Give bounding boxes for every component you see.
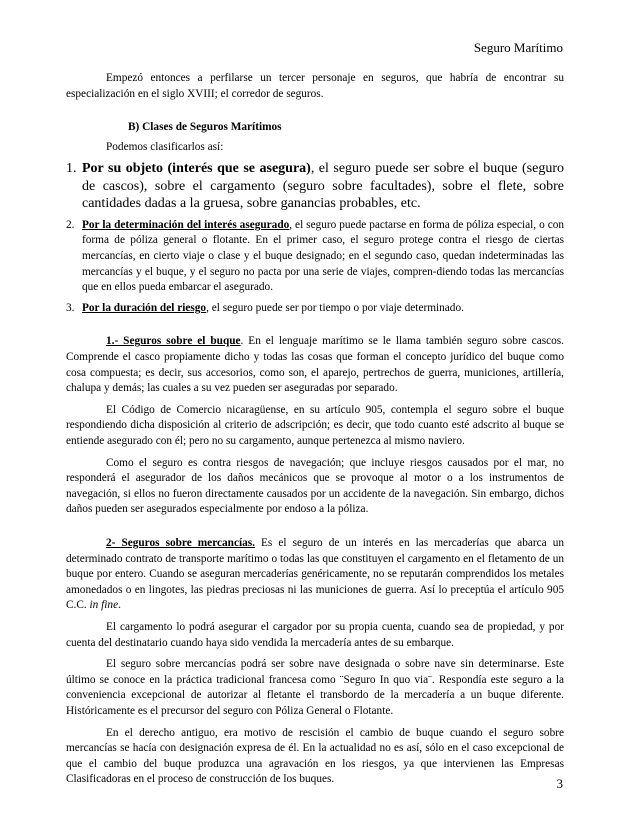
- intro-paragraph: Empezó entonces a perfilarse un tercer personaje en seguros, que habría de encontrar su especialización en el siglo XVIII; el corredor de seguros.: [66, 72, 564, 100]
- list-item: [66, 160, 564, 213]
- mercancias-paragraph-2: El cargamento lo podrá asegurar el cargador por su propia cuenta, cuando sea de propiedad, y por cuenta del destinatario cuando haya sido vendida la mercadería antes de su embarque.: [66, 620, 564, 649]
- list-item-title: Por su objeto (interés que se asegura): [82, 161, 311, 177]
- list-item-title: Por la determinación del interés asegurado: [82, 218, 290, 231]
- list-item-title: Por la duración del riesgo: [82, 301, 207, 314]
- mercancias-paragraph-3: El seguro sobre mercancías podrá ser sobre nave designada o sobre nave sin determinarse. Este último se conoce en la práctica tradicional francesa como ¨Seguro In quo via¨. Respondía este seguro a la conveniencia excepcional de autorizar al fletante el transbordo de la mercadería a un buque diferente. Históricamente es el precursor del seguro con Póliza General o Flotante.: [66, 658, 564, 717]
- list-item: [66, 301, 564, 317]
- classification-list: [66, 160, 564, 316]
- list-number: 2.: [66, 218, 75, 231]
- section-lead: Podemos clasificarlos así:: [106, 140, 224, 153]
- mercancias-heading: 2- Seguros sobre mercancías.: [106, 536, 255, 549]
- list-item-text: , el seguro puede ser por tiempo o por viaje determinado.: [206, 301, 464, 314]
- list-number: 1.: [66, 161, 77, 177]
- list-number: 3.: [66, 301, 75, 314]
- page-body: [66, 71, 564, 788]
- buque-paragraph-1: 1.- Seguros sobre el buque. En el lenguaje marítimo se le llama también seguro sobre cascos. Comprende el casco propiamente dicho y todas las cosas que forman el concepto jurídico del buque como cosa compuesta; es decir, sus accesorios, como son, el aparejo, pertrechos de guerra, municiones, artillería, chalupa y demás; las cuales a su vez pueden ser aseguradas por separado.: [66, 335, 564, 395]
- mercancias-paragraph-4: En el derecho antiguo, era motivo de rescisión el cambio de buque cuando el seguro sobre mercancías se hacía con designación expresa de él. En la actualidad no es así, sólo en el caso excepcional de que el cambio del buque produzca una agravación en los riesgos, ya que intervienen las Empresas Clasificadoras en el proceso de construcción de los buques.: [66, 726, 564, 786]
- section-heading: B) Clases de Seguros Marítimos: [128, 121, 282, 134]
- list-item-text: , el seguro puede pactarse en forma de póliza especial, o con forma de póliza general o flotante. En el primer caso, el seguro protege contra el riesgo de ciertas mercancías, en cierto viaje o clase y el buque designado; en el segundo caso, quedan indeterminadas las mercancías y el buque, y el seguro no pacta por una serie de viajes, compren-diendo todas las mercancías que en ellos pueda embarcar el asegurado.: [82, 218, 565, 294]
- buque-heading: 1.- Seguros sobre el buque: [106, 335, 241, 348]
- running-header: Seguro Marítimo: [473, 40, 563, 55]
- buque-paragraph-3: Como el seguro es contra riesgos de navegación; que incluye riesgos causados por el mar, no responderá el asegurador de los daños mecánicos que se provoque al motor o a los instrumentos de navegación, si ellos no fueron directamente causados por un accidente de la navegación. Sin embargo, dichos daños pueden ser asegurados especialmente por endoso a la póliza.: [66, 456, 564, 516]
- list-item-text: , el seguro puede ser sobre el buque (seguro de cascos), sobre el cargamento (seguro sobre facultades), sobre el flete, sobre cantidades dadas a la gruesa, sobre ganancias probables, etc.: [82, 161, 564, 212]
- mercancias-paragraph-1: 2- Seguros sobre mercancías. Es el seguro de un interés en las mercaderías que abarca un determinado contrato de transporte marítimo o todas las que constituyen el cargamento en el fletamento de un buque por entero. Cuando se aseguran mercaderías genéricamente, no se reputarán comprendidos los metales amonedados o en lingotes, las piedras preciosas ni las municiones de guerra. Así lo preceptúa el artículo 905 C.C. in fine.: [66, 536, 564, 612]
- page-number: 3: [556, 776, 563, 791]
- list-item: [66, 218, 564, 296]
- buque-paragraph-2: El Código de Comercio nicaragüense, en su artículo 905, contempla el seguro sobre el buque respondiendo dicha disposición al criterio de adscripción; es decir, que todo cuanto esté adscrito al buque se entiende asegurado con él; pero no su cargamento, aunque pertenezca al mismo naviero.: [66, 403, 564, 447]
